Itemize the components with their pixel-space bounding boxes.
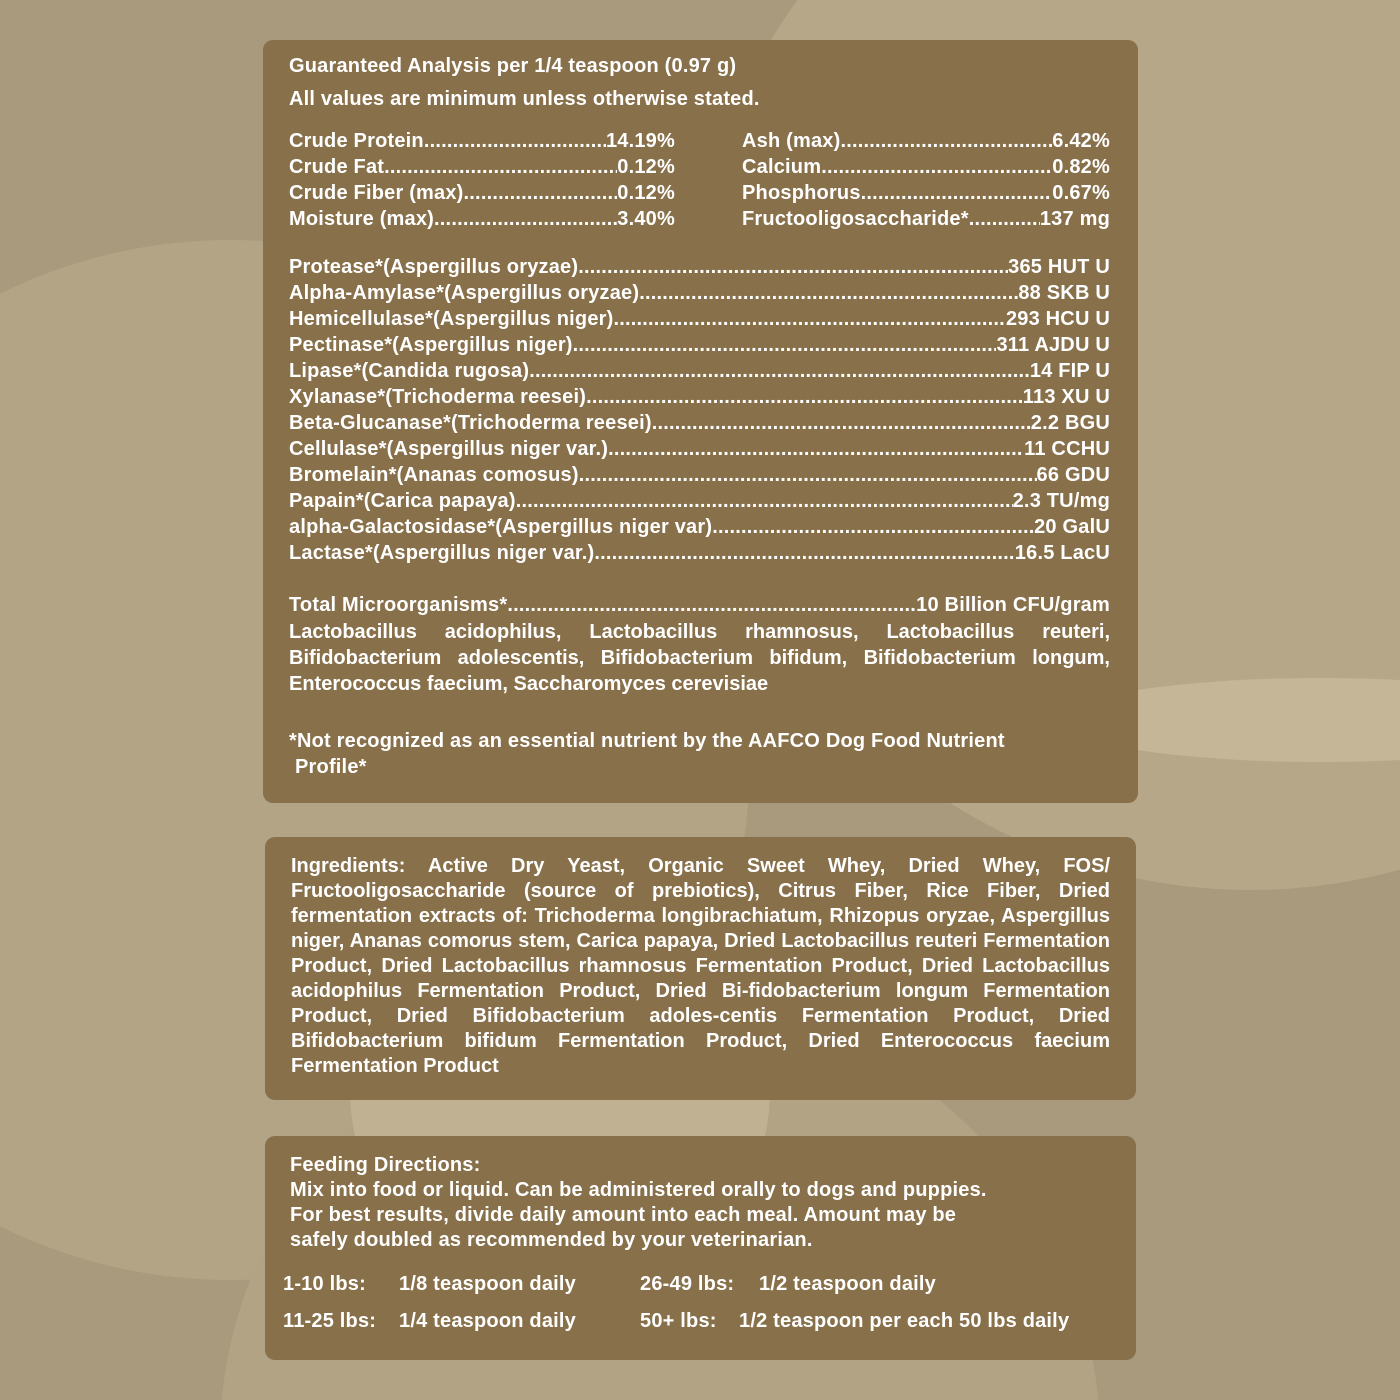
enzyme-value: 293 HCU U (1005, 308, 1110, 330)
feeding-instruction: Mix into food or liquid. Can be administered orally to dogs and puppies. (290, 1179, 987, 1201)
dosage-amount: 1/2 teaspoon daily (759, 1273, 936, 1295)
enzyme-value: 11 CCHU (1024, 438, 1110, 460)
enzyme-label: Lactase*(Aspergillus niger var.) (289, 542, 595, 564)
enzyme-row (289, 540, 1110, 566)
nutrient-row (289, 154, 675, 180)
nutrient-value: 6.42% (1052, 130, 1110, 152)
microorganisms-label: Total Microorganisms* (289, 594, 508, 616)
dosage-weight: 50+ lbs: (640, 1310, 717, 1332)
analysis-subtitle: All values are minimum unless otherwise stated. (289, 88, 760, 110)
nutrient-value: 0.67% (1052, 182, 1110, 204)
nutrient-value: 14.19% (605, 130, 675, 152)
footnote-continued: Profile* (295, 756, 367, 778)
ingredients-text: Ingredients: Active Dry Yeast, Organic Sweet Whey, Dried Whey, FOS/ Fructooligosaccharide (source of prebiotics), Citrus Fiber, Rice Fiber, Dried fermentation extracts of: Trichoderma longibrachiatum, Rhizopus oryzae, Aspergillus niger, Ananas comorus stem, Carica papaya, Dried Lactobacillus reuteri Fermentation Product, Dried Lactobacillus rhamnosus Fermentation Product, Dried Lactobacillus acidophilus Fermentation Product, Dried Bi-fidobacterium longum Fermentation Product, Dried Bifidobacterium adoles-centis Fermentation Product, Dried Bifidobacterium bifidum Fermentation Product, Dried Enterococcus faecium Fermentation Product (291, 855, 1110, 1077)
enzyme-label: Pectinase*(Aspergillus niger) (289, 334, 573, 356)
enzyme-row (289, 254, 1110, 280)
enzyme-value: 20 GalU (1034, 516, 1110, 538)
nutrient-row (742, 154, 1110, 180)
nutrient-label: Ash (max) (742, 130, 841, 152)
nutrient-value: 0.12% (617, 156, 675, 178)
enzyme-row (289, 306, 1110, 332)
ingredients-panel (265, 837, 1136, 1100)
nutrient-row (289, 206, 675, 232)
enzyme-row (289, 488, 1110, 514)
nutrient-label: Calcium (742, 156, 822, 178)
nutrient-value: 3.40% (617, 208, 675, 230)
enzyme-label: Beta-Glucanase*(Trichoderma reesei) (289, 412, 652, 434)
nutrient-value: 137 mg (1039, 208, 1110, 230)
feeding-directions-panel (265, 1136, 1136, 1360)
footnote: *Not recognized as an essential nutrient by the AAFCO Dog Food Nutrient (289, 730, 1005, 752)
nutrient-row (742, 128, 1110, 154)
enzyme-value: 16.5 LacU (1014, 542, 1110, 564)
enzyme-label: Bromelain*(Ananas comosus) (289, 464, 579, 486)
enzyme-value: 113 XU U (1022, 386, 1110, 408)
nutrient-label: Crude Fat (289, 156, 385, 178)
dosage-weight: 26-49 lbs: (640, 1273, 735, 1295)
enzyme-row (289, 280, 1110, 306)
microorganisms-row (289, 592, 1110, 618)
enzyme-label: Lipase*(Candida rugosa) (289, 360, 530, 382)
enzyme-row (289, 514, 1110, 540)
nutrient-label: Crude Fiber (max) (289, 182, 464, 204)
enzyme-label: Papain*(Carica papaya) (289, 490, 516, 512)
enzyme-value: 88 SKB U (1018, 282, 1110, 304)
dosage-amount: 1/2 teaspoon per each 50 lbs daily (739, 1310, 1070, 1332)
nutrient-row (742, 180, 1110, 206)
nutrient-row (742, 206, 1110, 232)
enzyme-label: Xylanase*(Trichoderma reesei) (289, 386, 587, 408)
dosage-weight: 11-25 lbs: (283, 1310, 377, 1332)
nutrient-row (289, 180, 675, 206)
enzyme-row (289, 436, 1110, 462)
nutrient-label: Moisture (max) (289, 208, 435, 230)
nutrient-label: Phosphorus (742, 182, 861, 204)
enzyme-value: 14 FIP U (1029, 360, 1110, 382)
feeding-instruction: For best results, divide daily amount into each meal. Amount may be (290, 1204, 957, 1226)
feeding-instruction: safely doubled as recommended by your veterinarian. (290, 1229, 813, 1251)
enzyme-label: alpha-Galactosidase*(Aspergillus niger var) (289, 516, 713, 538)
enzyme-value: 2.3 TU/mg (1012, 490, 1110, 512)
feeding-title: Feeding Directions: (290, 1154, 481, 1176)
nutrient-value: 0.82% (1052, 156, 1110, 178)
enzyme-value: 311 AJDU U (996, 334, 1110, 356)
dosage-amount: 1/4 teaspoon daily (399, 1310, 576, 1332)
nutrient-value: 0.12% (617, 182, 675, 204)
guaranteed-analysis-panel (263, 40, 1138, 803)
enzyme-label: Cellulase*(Aspergillus niger var.) (289, 438, 609, 460)
microorganism-strains: Lactobacillus acidophilus, Lactobacillus rhamnosus, Lactobacillus reuteri, Bifidobacterium adolescentis, Bifidobacterium bifidum, Bifidobacterium longum, Enterococcus faecium, Saccharomyces cerevisiae (289, 621, 1110, 695)
nutrient-label: Fructooligosaccharide* (742, 208, 969, 230)
enzyme-value: 66 GDU (1036, 464, 1110, 486)
enzyme-value: 2.2 BGU (1030, 412, 1110, 434)
nutrient-label: Crude Protein (289, 130, 424, 152)
enzyme-row (289, 358, 1110, 384)
enzyme-label: Alpha-Amylase*(Aspergillus oryzae) (289, 282, 640, 304)
nutrient-row (289, 128, 675, 154)
dosage-amount: 1/8 teaspoon daily (399, 1273, 576, 1295)
analysis-title: Guaranteed Analysis per 1/4 teaspoon (0.97 g) (289, 55, 737, 77)
enzyme-value: 365 HUT U (1008, 256, 1110, 278)
enzyme-row (289, 410, 1110, 436)
microorganisms-value: 10 Billion CFU/gram (916, 594, 1110, 616)
enzyme-label: Hemicellulase*(Aspergillus niger) (289, 308, 614, 330)
enzyme-row (289, 462, 1110, 488)
dosage-weight: 1-10 lbs: (283, 1273, 366, 1295)
enzyme-row (289, 332, 1110, 358)
enzyme-row (289, 384, 1110, 410)
enzyme-label: Protease*(Aspergillus oryzae) (289, 256, 579, 278)
